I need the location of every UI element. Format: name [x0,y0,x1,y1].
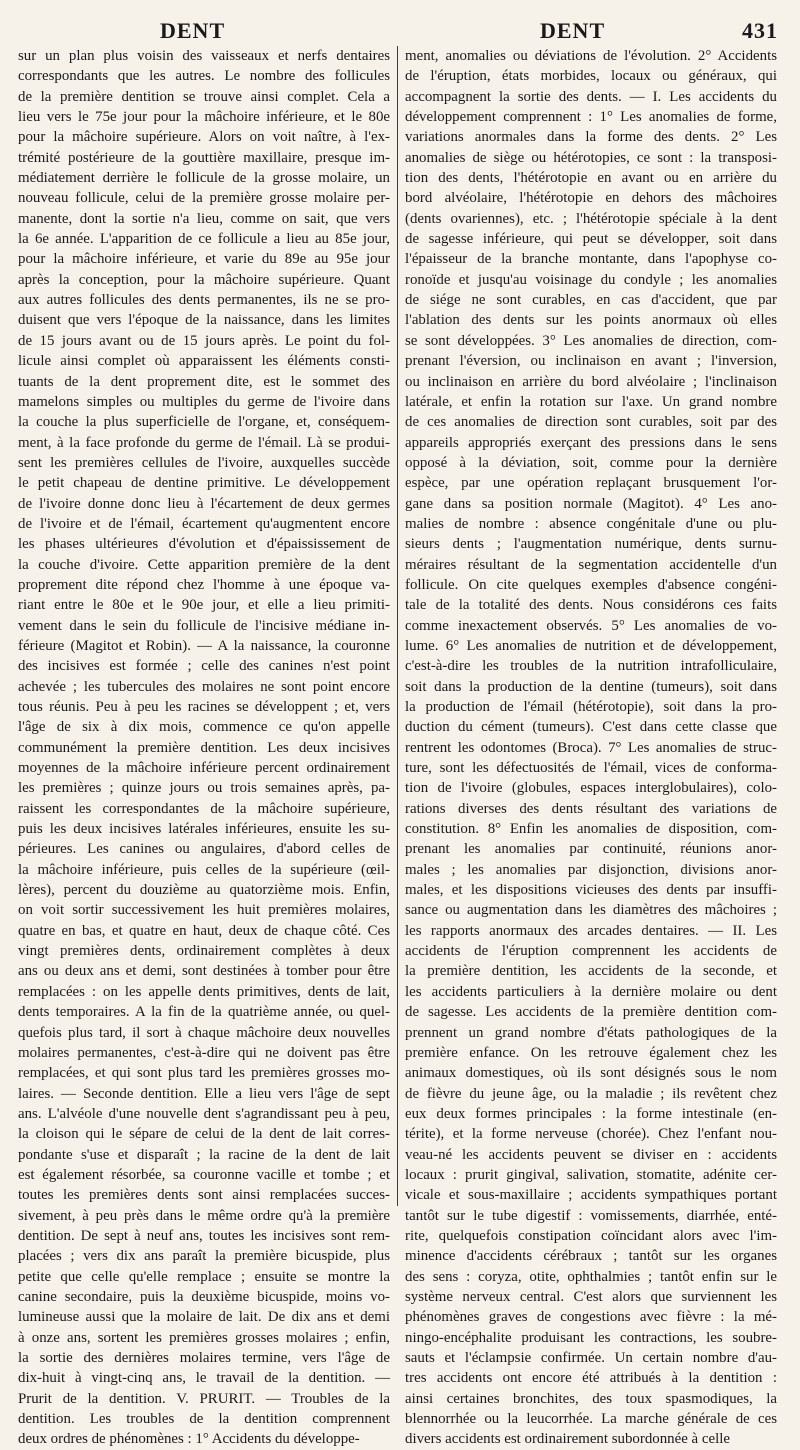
text-line: constitution. 8° Enfin les anomalies de disposition, com- [405,821,777,838]
text-line: périeures. Les canines ou angulaires, d'abord celles de [18,841,390,858]
text-line: veau-né les accidents peuvent se diviser en : accidents [405,1146,777,1163]
text-line: communément la première dentition. Les deux incisives [18,739,390,756]
text-line: opposé à la déviation, soit, comme pour la dernière [405,454,777,471]
text-line: on voit sortir successivement les huit premières molaires, [18,902,390,919]
text-line: de ces anomalies de direction sont curables, soit par des [405,414,777,431]
text-line: riant entre le 80e et le 90e jour, et elle a lieu primiti- [18,597,390,614]
running-head-left: DENT [160,18,226,43]
text-line: latérale, et enfin la rotation sur l'axe. Un grand nombre [405,393,777,410]
text-line: sivement, à peu près dans le même ordre qu'à la première [18,1207,390,1224]
text-line: vicale et sous-maxillaire ; accidents sympathiques portant [405,1187,777,1204]
text-line: médiatement derrière le follicule de la grosse molaire, un [18,170,390,187]
text-line: eux deux formes principales : la forme intestinale (en- [405,1105,777,1122]
text-line: malies de nombre : absence congénitale d'une ou plu- [405,515,777,532]
text-line: lume. 6° Les anomalies de nutrition et de développement, [405,637,777,654]
text-line: bord alvéolaire, l'hétérotopie en dehors des mâchoires [405,190,777,207]
text-line: de sagesse inférieure, qui peut se développer, soit dans [405,231,777,248]
running-head-right: DENT [540,18,606,43]
text-line: des sens : coryza, otite, ophthalmies ; tantôt enfin sur le [405,1268,777,1285]
text-line: de fièvre du jeune âge, ou la maladie ; ils revêtent chez [405,1085,777,1102]
text-line: minence d'accidents cérébraux ; tantôt sur les organes [405,1248,777,1265]
text-line: les premières ; quinze jours ou trois semaines après, pa- [18,780,390,797]
right-column [405,46,777,1448]
text-line: ou inclinaison en arrière du bord alvéolaire ; l'inclinaison [405,373,777,390]
text-line: la couche d'ivoire. Cette apparition première de la dent [18,556,390,573]
text-line: tion de l'ivoire (globules, espaces interglobulaires), colo- [405,780,777,797]
text-line: la 6e année. L'apparition de ce follicule a lieu au 85e jour, [18,231,390,248]
text-line: les accidents particuliers à la dernière molaire ou dent [405,983,777,1000]
page-number: 431 [742,18,778,43]
text-line: pondante s'use et disparaît ; la racine de la dent de lait [18,1146,390,1163]
text-line: première enfance. On les retrouve également chez les [405,1044,777,1061]
text-line: animaux domestiques, où ils sont désignés sous le nom [405,1065,777,1082]
text-line: la production de l'émail (hétérotopie), soit dans la pro- [405,699,777,715]
text-line: raissent les correspondantes de la mâchoire supérieure, [18,800,390,817]
text-line: c'est-à-dire les troubles de la nutrition intrafolliculaire, [405,658,777,675]
page-header [0,18,800,46]
text-line: de l'éruption, états morbides, locaux ou généraux, qui [405,68,777,85]
text-line: variations anormales dans la forme des dents. 2° Les [405,129,777,146]
text-line: placées ; vers dix ans paraît la première bicuspide, plus [18,1248,390,1265]
text-line: la mâchoire inférieure, puis celles de la supérieure (œil- [18,861,390,878]
text-line: remplacées : on les appelle dents primitives, dents de lait, [18,983,390,1000]
text-line: comme inexactement observés. 5° Les anomalies de vo- [405,617,777,634]
text-line: gane dans sa position normale (Magitot). 4° Les ano- [405,495,777,512]
left-column [18,46,390,1448]
text-line: de 15 jours avant ou de 15 jours après. Le point du fol- [18,332,390,349]
text-line: espèce, par une opération replaçant brusquement l'or- [405,475,777,492]
text-line: ningo-encéphalite produisant les contractions, les soubre- [405,1329,777,1346]
text-line: l'âge de six à dix mois, commence ce qu'on appelle [18,719,390,736]
text-line: nouveau follicule, celui de la première grosse molaire per- [18,190,390,207]
text-line: de sagesse. Les accidents de la première dentition com- [405,1004,777,1021]
text-line: quefois plus tard, il sort à chaque mâchoire deux nouvelles [18,1024,390,1041]
text-line: ainsi certaines bronchites, des toux spasmodiques, la [405,1390,777,1407]
text-line: follicule. On cite quelques exemples d'absence congéni- [405,576,777,593]
text-line: ans ou deux ans et demi, sont destinées à tomber pour être [18,963,390,980]
text-line: aux autres follicules des dents permanentes, ils ne se pro- [18,292,390,309]
text-line: sauts et l'éclampsie confirmée. Un certain nombre d'au- [405,1350,777,1366]
text-line: le petit chapeau de dentine primitive. Le développement [18,475,390,492]
text-line: rite, quelquefois constipation coïncidant alors avec l'im- [405,1227,777,1244]
text-line: blennorrhée ou la leucorrhée. La marche générale de ces [405,1411,777,1428]
text-line: de l'ivoire donne donc lieu à l'écartement de deux germes [18,495,390,512]
text-line: tale de la totalité des dents. Nous considérons ces faits [405,597,777,614]
text-line: prenant les anomalies par continuité, réunions anor- [405,841,777,858]
text-line: à onze ans, sortent les premières grosses molaires ; enfin, [18,1329,390,1346]
text-line: tous réunis. Peu à peu les racines se développent ; et, vers [18,699,390,715]
text-line: ture, sont les défectuosités de l'émail, vices de conforma- [405,760,777,777]
text-line: l'ablation des dents sur les points anormaux où elles [405,312,777,329]
text-line: la première dentition, les accidents de la seconde, et [405,963,777,980]
text-line: de la première dentition se trouve ainsi complet. Cela a [18,88,390,105]
text-line: vingt premières dents, ordinairement complètes à deux [18,943,390,960]
text-line: trémité postérieure de la gouttière maxillaire, presque im- [18,149,390,166]
text-line: dentition. De sept à neuf ans, toutes les incisives sont rem- [18,1227,390,1244]
text-line: prennent un grand nombre d'états pathologiques de la [405,1024,777,1041]
text-line: remplacées, et qui sont plus tard les premières grosses mo- [18,1065,390,1082]
text-line: pour la mâchoire inférieure, et varie du 89e au 95e jour [18,251,390,268]
text-line: la couche la plus superficielle de l'organe, et, conséquem- [18,414,390,431]
text-line: toutes les premières dents sont ainsi remplacées succes- [18,1187,390,1204]
text-line: manente, dont la sortie n'a lieu, comme on sait, que vers [18,210,390,227]
text-line: males, et les dispositions vicieuses des dents par insuffi- [405,882,777,899]
text-line: la cloison qui le sépare de celui de la dent de lait corres- [18,1126,390,1143]
text-line: phénomènes graves de congestions avec fièvre : la mé- [405,1309,777,1326]
text-line: correspondants que les autres. Le nombre des follicules [18,68,390,85]
text-line: lères), percent du douzième au quatorzième mois. Enfin, [18,882,390,899]
text-line: dentition. Les troubles de la dentition comprennent [18,1411,390,1428]
text-line: dents temporaires. A la fin de la quatrième année, ou quel- [18,1004,390,1021]
text-line: térite), et la forme nerveuse (chorée). Chez l'enfant nou- [405,1126,777,1143]
text-line: anomalies de siège ou hétérotopies, ce sont : la transposi- [405,149,777,166]
text-line: ans. L'alvéole d'une nouvelle dent s'agrandissant peu à peu, [18,1105,390,1122]
text-line: prenant l'éversion, ou inclinaison en avant ; l'inversion, [405,353,777,370]
text-line: vement dans le sein du follicule de l'incisive médiane in- [18,617,390,634]
text-line: quatre en bas, et quatre en haut, deux de chaque côté. Ces [18,922,390,939]
text-line: rentrent les odontomes (Broca). 7° Les anomalies de struc- [405,739,777,756]
text-line: laires. — Seconde dentition. Elle a lieu vers l'âge de sept [18,1085,390,1102]
column-divider [397,46,398,1206]
text-line: sur un plan plus voisin des vaisseaux et nerfs dentaires [18,48,390,64]
text-line: sieurs dents ; l'augmentation numérique, dents surnu- [405,536,777,553]
text-line: duisent que vers l'époque de la naissance, dans les limites [18,312,390,329]
text-line: deux ordres de phénomènes : 1° Accidents du développe- [18,1431,360,1448]
text-line: de siége ne sont curables, en cas d'accident, que par [405,292,777,309]
text-line: (dents ovariennes), etc. ; l'hétérotopie spéciale à la dent [405,210,777,227]
text-line: locaux : prurit gingival, salivation, stomatite, adénite cer- [405,1166,777,1183]
text-line: males ; les anomalies par disjonction, divisions anor- [405,861,777,878]
text-line: se sont développées. 3° Les anomalies de direction, com- [405,332,777,349]
text-line: ment, à la face profonde du germe de l'émail. Là se produi- [18,434,390,451]
text-line: canine secondaire, puis la deuxième bicuspide, moins vo- [18,1288,390,1305]
text-line: férieure (Magitot et Robin). — A la naissance, la couronne [18,637,390,654]
text-line: lieu vers le 75e jour pour la mâchoire inférieure, et le 80e [18,109,390,126]
text-line: sance ou augmentation dans les diamètres des mâchoires ; [405,902,777,919]
text-line: de l'ivoire et de l'émail, écartement qu'augmentent encore [18,515,390,532]
text-line: rations diverses des dents résultant des variations de [405,800,777,817]
text-line: divers accidents est ordinairement subordonnée à celle [405,1431,730,1448]
text-line: ment, anomalies ou déviations de l'évolution. 2° Accidents [405,48,777,64]
text-line: tres accidents ont encore été attribués à la dentition : [405,1370,777,1387]
text-line: mamelons simples ou multiples du germe de l'ivoire dans [18,393,390,410]
text-line: Prurit de la dentition. V. PRURIT. — Troubles de la [18,1390,390,1407]
text-line: sent les premières cellules de l'ivoire, auxquelles succède [18,454,390,471]
text-line: achevée ; les tubercules des molaires ne sont point encore [18,678,390,695]
text-line: licule ainsi complet où apparaissent les éléments consti- [18,353,390,370]
text-line: petite que celle qu'elle remplace ; ensuite se montre la [18,1268,390,1285]
text-line: lumineuse aussi que la molaire de lait. De dix ans et demi [18,1309,390,1326]
text-line: pour la mâchoire supérieure. Alors on voit naître, à l'ex- [18,129,390,146]
text-line: les rapports anormaux des arcades dentaires. — II. Les [405,922,777,939]
text-line: système nerveux central. C'est alors que surviennent les [405,1288,777,1305]
text-line: tuants de la dent proprement dite, est le sommet des [18,373,390,390]
text-line: puis les deux incisives latérales inférieures, ensuite les su- [18,821,390,838]
text-line: après la conception, pour la mâchoire supérieure. Quant [18,271,390,288]
text-line: des incisives est formée ; celle des canines n'est point [18,658,390,675]
text-line: dix-huit à vingt-cinq ans, le travail de la dentition. — [18,1370,390,1387]
text-line: développement comprennent : 1° Les anomalies de forme, [405,109,777,126]
text-line: ronoïde et jusqu'au voisinage du condyle ; les anomalies [405,271,777,288]
text-line: tantôt sur le tube digestif : vomissements, diarrhée, enté- [405,1207,777,1224]
text-line: l'épaisseur de la branche montante, dans l'apophyse co- [405,251,777,268]
text-line: duction du cément (tumeurs). C'est dans cette classe que [405,719,777,736]
text-line: les phases ultérieures d'évolution et d'épaississement de [18,536,390,553]
text-line: méraires résultant de la segmentation accidentelle d'un [405,556,777,573]
text-line: est également résorbée, sa couronne vacille et tombe ; et [18,1166,390,1183]
text-line: moyennes de la mâchoire inférieure percent ordinairement [18,760,390,777]
text-line: accidents de l'éruption comprennent les accidents de [405,943,777,960]
text-line: molaires permanentes, c'est-à-dire qui ne doivent pas être [18,1044,390,1061]
text-line: tion des dents, l'hétérotopie en avant ou en arrière du [405,170,777,187]
text-line: accompagnent la sortie des dents. — I. Les accidents du [405,88,777,105]
text-line: soit dans la production de la dentine (tumeurs), soit dans [405,678,777,695]
text-line: appareils appropriés exerçant des pressions dans le sens [405,434,777,451]
text-line: la sortie des dernières molaires termine, vers l'âge de [18,1350,390,1366]
text-line: proprement dite répond chez l'homme à une époque va- [18,576,390,593]
